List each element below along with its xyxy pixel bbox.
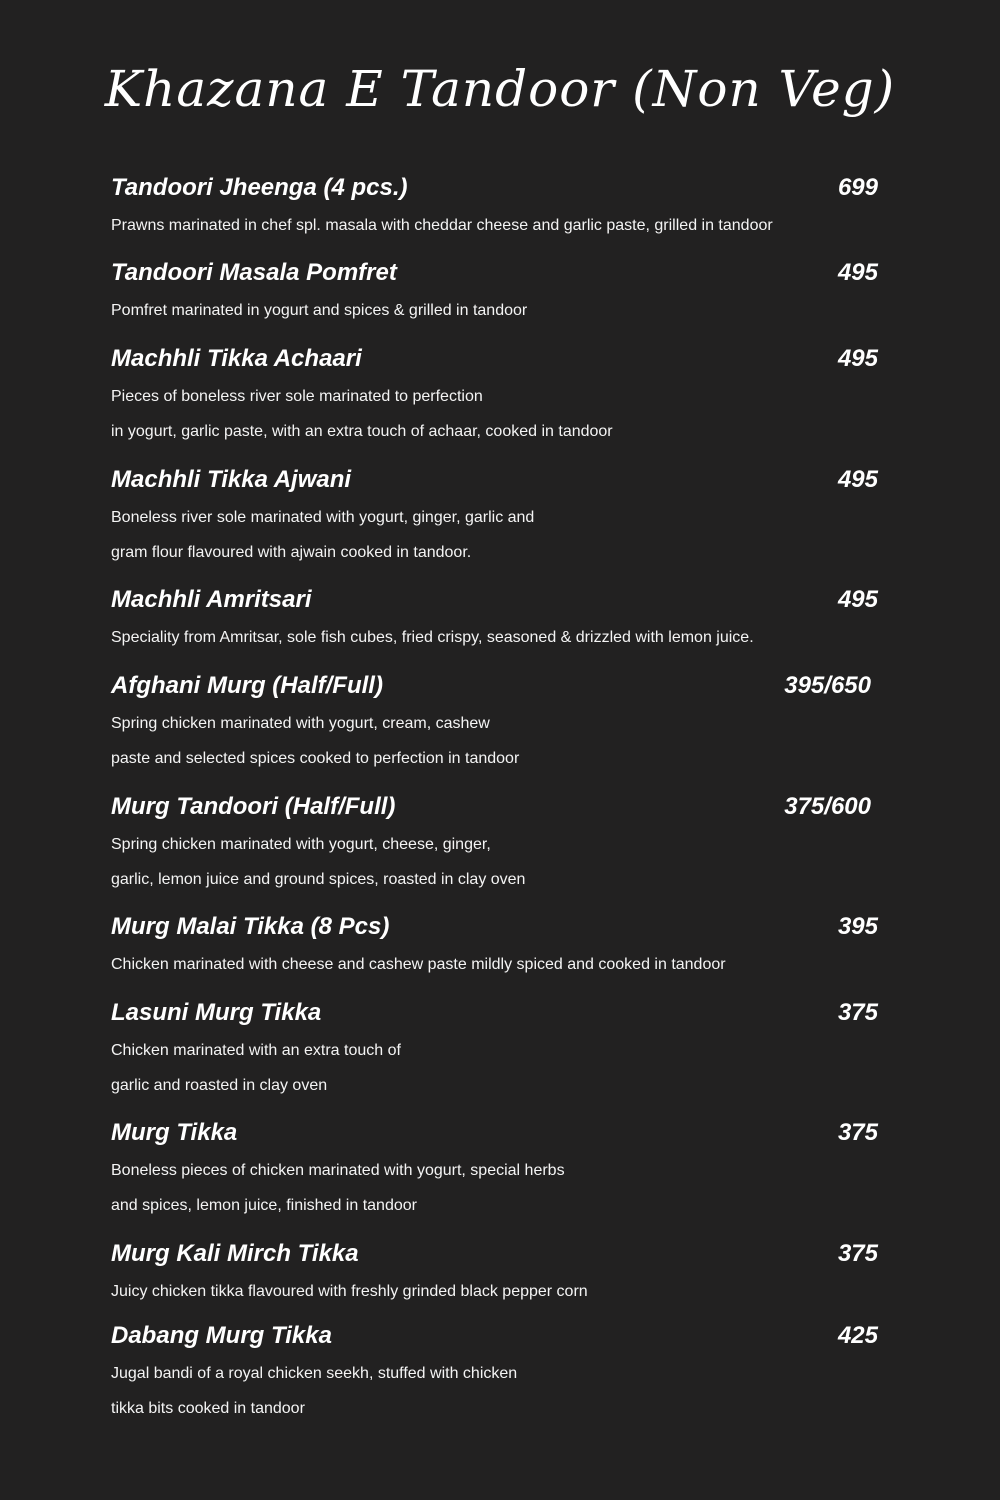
item-name: Murg Kali Mirch Tikka [111,1240,359,1267]
menu-item [111,670,891,776]
menu-item [111,1117,891,1223]
item-name: Dabang Murg Tikka [111,1322,332,1349]
menu-item [111,584,891,655]
item-description: Spring chicken marinated with yogurt, cream, cashew [111,715,490,732]
item-description: Jugal bandi of a royal chicken seekh, stuffed with chicken [111,1365,518,1382]
menu-item [111,911,891,982]
item-name: Machhli Tikka Achaari [111,345,362,372]
item-description: paste and selected spices cooked to perfection in tandoor [111,750,520,767]
item-description: garlic, lemon juice and ground spices, roasted in clay oven [111,871,526,888]
item-price: 495 [837,586,878,613]
item-price: 425 [837,1322,878,1349]
menu-item [111,1320,891,1426]
item-description: Boneless pieces of chicken marinated with yogurt, special herbs [111,1162,565,1179]
item-description: in yogurt, garlic paste, with an extra touch of achaar, cooked in tandoor [111,423,613,440]
menu-item [111,257,891,328]
item-price: 375/600 [784,793,871,820]
menu-item [111,791,891,897]
menu-title: Khazana E Tandoor (Non Veg) [104,60,896,118]
item-description: gram flour flavoured with ajwain cooked in tandoor. [111,544,472,561]
menu-item [111,997,891,1103]
item-description: Pieces of boneless river sole marinated to perfection [111,388,483,405]
item-price: 495 [837,259,878,286]
item-price: 699 [837,174,878,201]
item-name: Murg Tandoori (Half/Full) [111,793,396,820]
item-name: Afghani Murg (Half/Full) [111,672,383,699]
item-description: Juicy chicken tikka flavoured with freshly grinded black pepper corn [111,1283,588,1300]
item-name: Tandoori Jheenga (4 pcs.) [111,174,408,201]
item-name: Tandoori Masala Pomfret [111,259,397,286]
item-name: Murg Malai Tikka (8 Pcs) [111,913,390,940]
item-description: Pomfret marinated in yogurt and spices & grilled in tandoor [111,302,528,319]
item-description: Spring chicken marinated with yogurt, cheese, ginger, [111,836,491,853]
item-price: 495 [837,466,878,493]
item-description: and spices, lemon juice, finished in tandoor [111,1197,417,1214]
item-description: garlic and roasted in clay oven [111,1077,328,1094]
item-name: Murg Tikka [111,1119,238,1146]
item-description: Chicken marinated with cheese and cashew paste mildly spiced and cooked in tandoor [111,956,726,973]
item-price: 375 [837,1119,878,1146]
item-description: Chicken marinated with an extra touch of [111,1042,401,1059]
item-description: Prawns marinated in chef spl. masala with cheddar cheese and garlic paste, grilled in tandoor [111,217,773,234]
item-name: Machhli Tikka Ajwani [111,466,352,493]
item-description: Boneless river sole marinated with yogurt, ginger, garlic and [111,509,535,526]
item-price: 395/650 [784,672,871,699]
menu-item [111,343,891,449]
menu-item [111,1238,891,1309]
menu-item [111,172,891,243]
item-description: tikka bits cooked in tandoor [111,1400,305,1417]
item-description: Speciality from Amritsar, sole fish cubes, fried crispy, seasoned & drizzled with lemon juice. [111,629,754,646]
item-price: 375 [837,1240,878,1267]
item-price: 375 [837,999,878,1026]
item-price: 495 [837,345,878,372]
item-name: Machhli Amritsari [111,586,312,613]
item-name: Lasuni Murg Tikka [111,999,322,1026]
item-price: 395 [837,913,878,940]
menu-item [111,464,891,570]
